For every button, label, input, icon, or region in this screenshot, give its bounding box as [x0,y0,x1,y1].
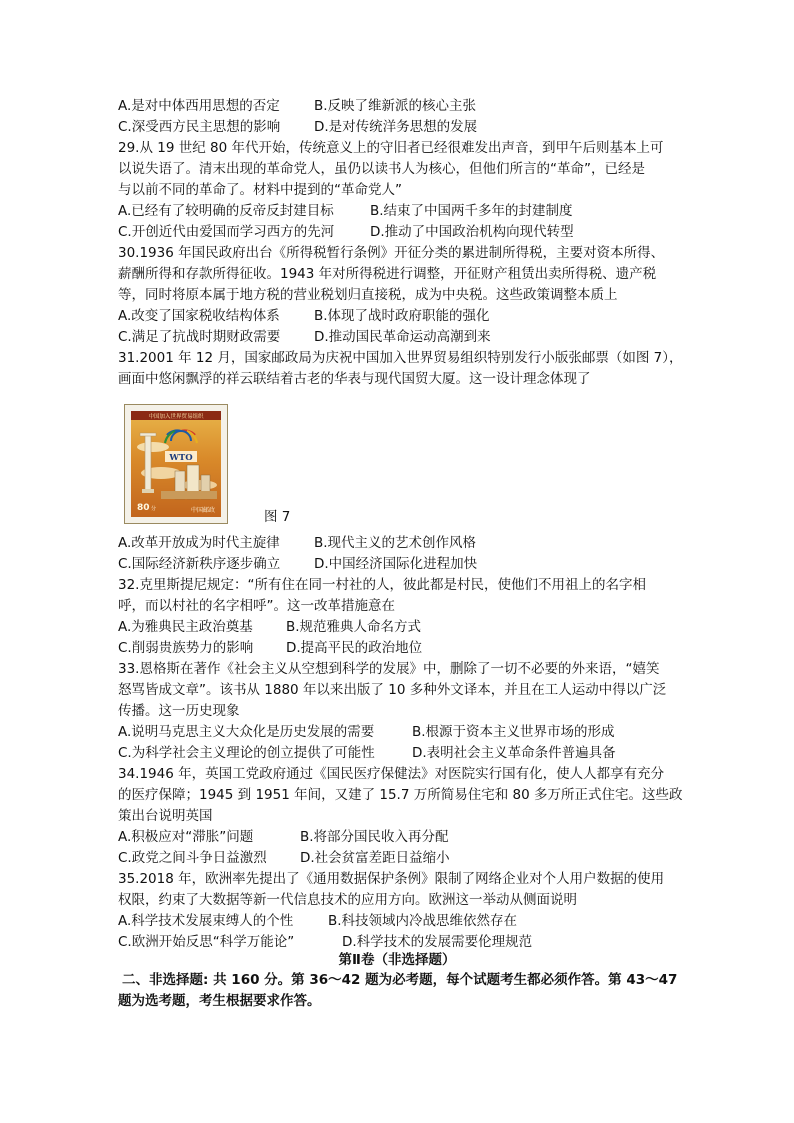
q33-option-c: C.为科学社会主义理论的创立提供了可能性 [118,745,375,761]
q35-option-c: C.欧洲开始反思“科学万能论” [118,934,295,950]
q30-stem-line: 等，同时将原本属于地方税的营业税划归直接税，成为中央税。这些政策调整本质上 [118,287,618,303]
q28-option-b: B.反映了维新派的核心主张 [314,98,477,114]
section-instruction: 二、非选择题: 共 160 分。第 36～42 题为必考题，每个试题考生都必须作答。第 43～47 [122,972,678,988]
q34-stem-line: 策出台说明英国 [118,808,213,824]
q30-stem-line: 薪酬所得和存款所得征收。1943 年对所得税进行调整，开征财产租赁出卖所得税、遗产税 [118,266,657,282]
q29-stem-line: 以说失语了。清末出现的革命党人，虽仍以读书人为核心，但他们所言的“革命”，已经是 [118,161,645,177]
q32-stem-line: 呼，而以村社的名字相呼”。这一改革措施意在 [118,598,395,614]
q30-option-d: D.推动国民革命运动高潮到来 [314,329,491,345]
q31-option-d: D.中国经济国际化进程加快 [314,556,478,572]
q35-option-d: D.科学技术的发展需要伦理规范 [342,934,533,950]
q32-option-b: B.规范雅典人命名方式 [286,619,422,635]
q33-option-b: B.根源于资本主义世界市场的形成 [412,724,615,740]
stamp-country: 中国邮政 [190,507,215,514]
section-instruction: 题为选考题，考生根据要求作答。 [118,993,321,1009]
q32-option-d: D.提高平民的政治地位 [286,640,423,656]
q30-option-c: C.满足了抗战时期财政需要 [118,329,281,345]
stamp-unit: 分 [151,506,157,512]
q34-option-b: B.将部分国民收入再分配 [300,829,449,845]
q34-stem-line: 的医疗保障；1945 到 1951 年间，又建了 15.7 万所简易住宅和 80 多万所正式住宅。这些政 [118,787,683,803]
figure-label: 图 7 [264,509,291,525]
q34-stem-line: 34.1946 年，英国工党政府通过《国民医疗保健法》对医院实行国有化，使人人都享有充分 [118,766,665,782]
q35-stem-line: 35.2018 年，欧洲率先提出了《通用数据保护条例》限制了网络企业对个人用户数据的使用 [118,871,665,887]
stamp-illustration [131,411,221,517]
q33-option-a: A.说明马克思主义大众化是历史发展的需要 [118,724,375,740]
q29-option-d: D.推动了中国政治机构向现代转型 [370,224,574,240]
q33-stem-line: 怒骂皆成文章”。该书从 1880 年以来出版了 10 多种外文译本，并且在工人运动中得以广泛 [118,682,667,698]
q32-option-a: A.为雅典民主政治奠基 [118,619,253,635]
q30-option-b: B.体现了战时政府职能的强化 [314,308,490,324]
q28-option-a: A.是对中体西用思想的否定 [118,98,280,114]
q35-stem-line: 权限，约束了大数据等新一代信息技术的应用方向。欧洲这一举动从侧面说明 [118,892,577,908]
stamp-artwork [131,411,221,517]
stamp-logo-text: WTO [169,453,193,463]
q33-option-d: D.表明社会主义革命条件普遍具备 [412,745,616,761]
q31-stem-line: 画面中悠闲飘浮的祥云联结着古老的华表与现代国贸大厦。这一设计理念体现了 [118,371,591,387]
q29-option-c: C.开创近代由爱国而学习西方的先河 [118,224,335,240]
q29-stem-line: 29.从 19 世纪 80 年代开始，传统意义上的守旧者已经很难发出声音，到甲午后则基本上可 [118,140,664,156]
q31-option-b: B.现代主义的艺术创作风格 [314,535,477,551]
q31-option-c: C.国际经济新秩序逐步确立 [118,556,281,572]
wto-stamp-image [124,404,228,524]
q29-option-a: A.已经有了较明确的反帝反封建目标 [118,203,334,219]
q30-stem-line: 30.1936 年国民政府出台《所得税暂行条例》开征分类的累进制所得税，主要对资本所得、 [118,245,665,261]
q34-option-c: C.政党之间斗争日益激烈 [118,850,267,866]
q31-stem-line: 31.2001 年 12 月，国家邮政局为庆祝中国加入世界贸易组织特别发行小版张邮票（如图 7）， [118,350,683,366]
q33-stem-line: 33.恩格斯在著作《社会主义从空想到科学的发展》中，删除了一切不必要的外来语，“嬉笑 [118,661,660,677]
stamp-title: 中国加入世界贸易组织 [148,414,204,420]
q35-option-a: A.科学技术发展束缚人的个性 [118,913,294,929]
section-title: 第Ⅱ卷（非选择题） [338,952,456,968]
q34-option-d: D.社会贫富差距日益缩小 [300,850,450,866]
q28-option-d: D.是对传统洋务思想的发展 [314,119,478,135]
q32-option-c: C.削弱贵族势力的影响 [118,640,254,656]
q29-option-b: B.结束了中国两千多年的封建制度 [370,203,573,219]
stamp-value: 80 [137,503,150,513]
q28-option-c: C.深受西方民主思想的影响 [118,119,281,135]
q34-option-a: A.积极应对“滞胀”问题 [118,829,254,845]
q35-option-b: B.科技领域内冷战思维依然存在 [328,913,518,929]
q30-option-a: A.改变了国家税收结构体系 [118,308,280,324]
q31-option-a: A.改革开放成为时代主旋律 [118,535,280,551]
q29-stem-line: 与以前不同的革命了。材料中提到的“革命党人” [118,182,402,198]
q33-stem-line: 传播。这一历史现象 [118,703,240,719]
q32-stem-line: 32.克里斯提尼规定：“所有住在同一村社的人，彼此都是村民，使他们不用祖上的名字相 [118,577,646,593]
